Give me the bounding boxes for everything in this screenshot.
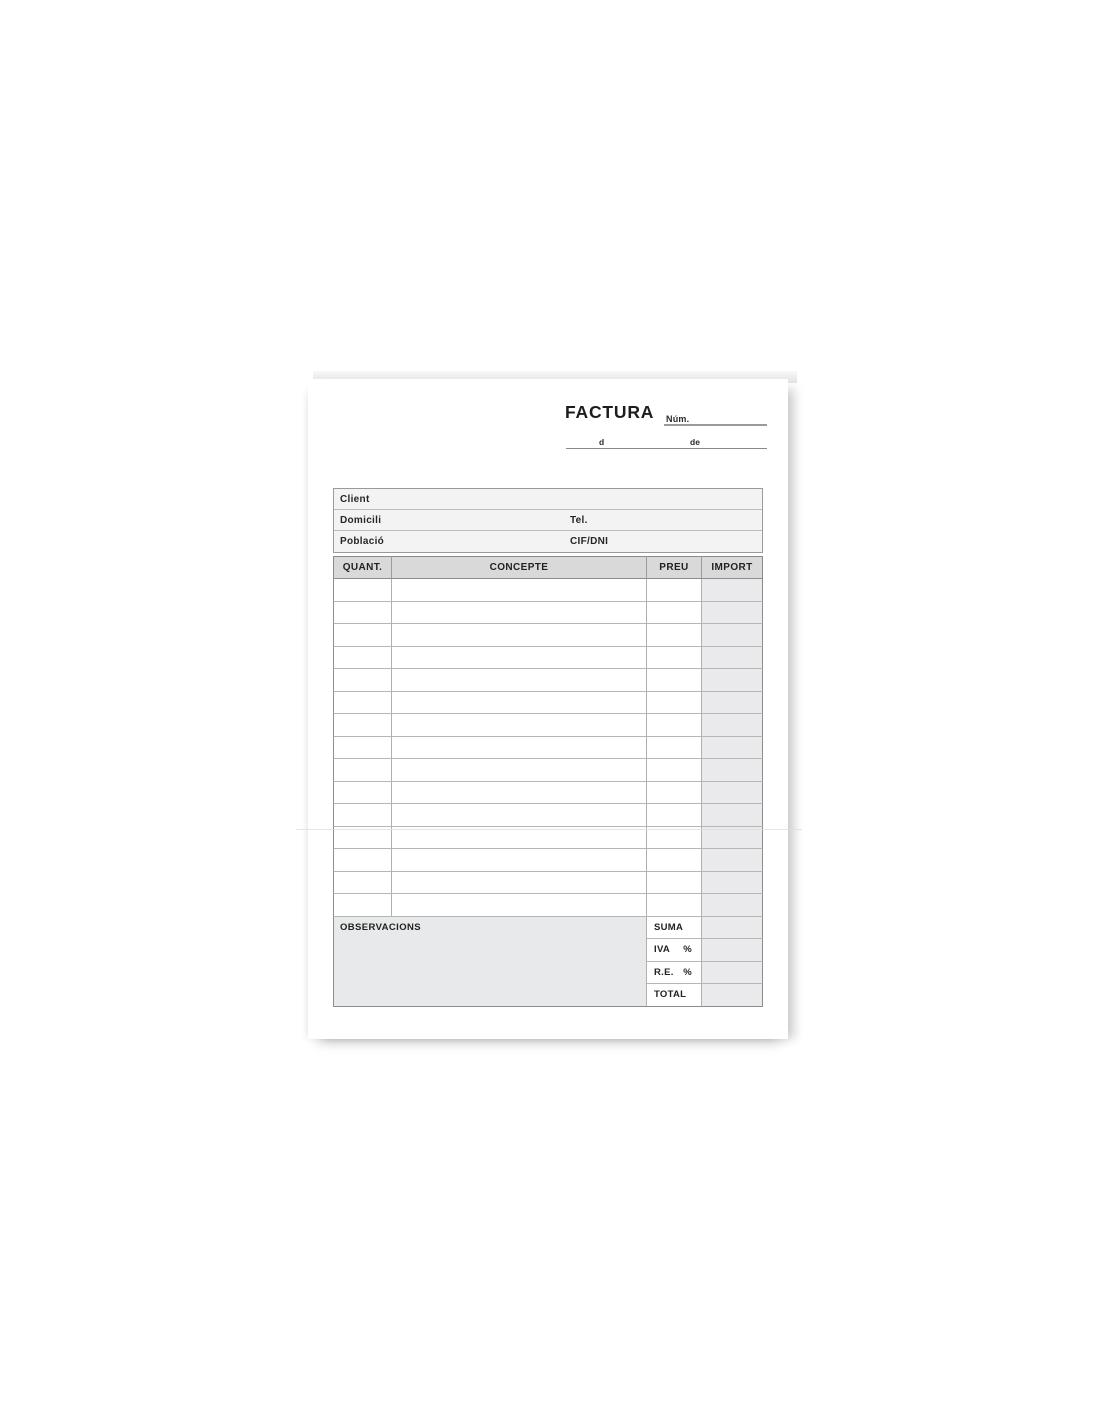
- table-row: [333, 894, 763, 917]
- import-cell: [702, 692, 763, 715]
- import-cell: [702, 804, 763, 827]
- table-row: [333, 624, 763, 647]
- amount-column-header: IMPORT: [702, 556, 763, 579]
- quant-cell: [333, 759, 392, 782]
- preu-cell: [647, 804, 702, 827]
- concepte-cell: [392, 602, 647, 625]
- quant-cell: [333, 692, 392, 715]
- table-row: [333, 782, 763, 805]
- table-row: [333, 669, 763, 692]
- concepte-cell: [392, 872, 647, 895]
- table-row: [333, 579, 763, 602]
- total-value-cell: [702, 984, 763, 1007]
- table-row: [333, 872, 763, 895]
- import-cell: [702, 737, 763, 760]
- items-table-body: [333, 579, 763, 917]
- re-label-cell: R.E. %: [647, 962, 702, 985]
- preu-cell: [647, 759, 702, 782]
- quant-cell: [333, 624, 392, 647]
- phone-label: Tel.: [570, 514, 588, 526]
- suma-label-cell: SUMA: [647, 917, 702, 940]
- import-cell: [702, 849, 763, 872]
- quant-cell: [333, 872, 392, 895]
- import-cell: [702, 872, 763, 895]
- totals-section: [333, 917, 763, 1007]
- preu-cell: [647, 894, 702, 917]
- quant-cell: [333, 579, 392, 602]
- preu-cell: [647, 692, 702, 715]
- quant-cell: [333, 849, 392, 872]
- quant-cell: [333, 782, 392, 805]
- items-table: [333, 556, 763, 1007]
- city-label: Població: [340, 536, 385, 547]
- concepte-cell: [392, 804, 647, 827]
- quant-cell: [333, 647, 392, 670]
- preu-cell: [647, 849, 702, 872]
- preu-cell: [647, 872, 702, 895]
- address-label: Domicili: [340, 514, 382, 526]
- preu-cell: [647, 647, 702, 670]
- import-cell: [702, 669, 763, 692]
- iva-value-cell: [702, 939, 763, 962]
- table-row: [333, 849, 763, 872]
- total-label-cell: TOTAL: [647, 984, 702, 1007]
- address-row: [334, 510, 762, 531]
- preu-cell: [647, 602, 702, 625]
- import-cell: [702, 602, 763, 625]
- client-label: Client: [340, 493, 370, 505]
- table-row: [333, 602, 763, 625]
- import-cell: [702, 647, 763, 670]
- concepte-cell: [392, 737, 647, 760]
- items-table-header: [333, 556, 763, 579]
- perforation-line: [296, 829, 802, 830]
- concepte-cell: [392, 849, 647, 872]
- concepte-cell: [392, 647, 647, 670]
- iva-label-cell: IVA %: [647, 939, 702, 962]
- quant-cell: [333, 804, 392, 827]
- concepte-cell: [392, 579, 647, 602]
- import-cell: [702, 782, 763, 805]
- preu-cell: [647, 714, 702, 737]
- table-row: [333, 647, 763, 670]
- date-field: [566, 435, 767, 449]
- tax-id-label: CIF/DNI: [570, 536, 609, 547]
- preu-cell: [647, 669, 702, 692]
- concepte-cell: [392, 692, 647, 715]
- import-cell: [702, 894, 763, 917]
- quantity-column-header: QUANT.: [333, 556, 392, 579]
- city-row: [334, 531, 762, 552]
- concepte-cell: [392, 669, 647, 692]
- quant-cell: [333, 714, 392, 737]
- preu-cell: [647, 579, 702, 602]
- client-row: [334, 489, 762, 510]
- concept-column-header: CONCEPTE: [392, 556, 647, 579]
- re-value-cell: [702, 962, 763, 985]
- date-of-label: de: [690, 437, 700, 447]
- price-column-header: PREU: [647, 556, 702, 579]
- concepte-cell: [392, 624, 647, 647]
- table-row: [333, 759, 763, 782]
- date-day-label: d: [599, 437, 605, 447]
- table-row: [333, 737, 763, 760]
- concepte-cell: [392, 759, 647, 782]
- concepte-cell: [392, 714, 647, 737]
- observations-box: OBSERVACIONS: [333, 917, 647, 1007]
- table-row: [333, 804, 763, 827]
- table-row: [333, 714, 763, 737]
- import-cell: [702, 714, 763, 737]
- quant-cell: [333, 602, 392, 625]
- suma-value-cell: [702, 917, 763, 940]
- page-title: FACTURA: [565, 402, 655, 422]
- invoice-number-label: Núm.: [666, 414, 690, 424]
- quant-cell: [333, 669, 392, 692]
- client-info-box: [333, 488, 763, 553]
- concepte-cell: [392, 782, 647, 805]
- preu-cell: [647, 737, 702, 760]
- preu-cell: [647, 782, 702, 805]
- quant-cell: [333, 894, 392, 917]
- concepte-cell: [392, 894, 647, 917]
- import-cell: [702, 579, 763, 602]
- quant-cell: [333, 737, 392, 760]
- invoice-number-field: [664, 411, 767, 426]
- preu-cell: [647, 624, 702, 647]
- import-cell: [702, 624, 763, 647]
- invoice-page: [308, 379, 788, 1039]
- import-cell: [702, 759, 763, 782]
- table-row: [333, 692, 763, 715]
